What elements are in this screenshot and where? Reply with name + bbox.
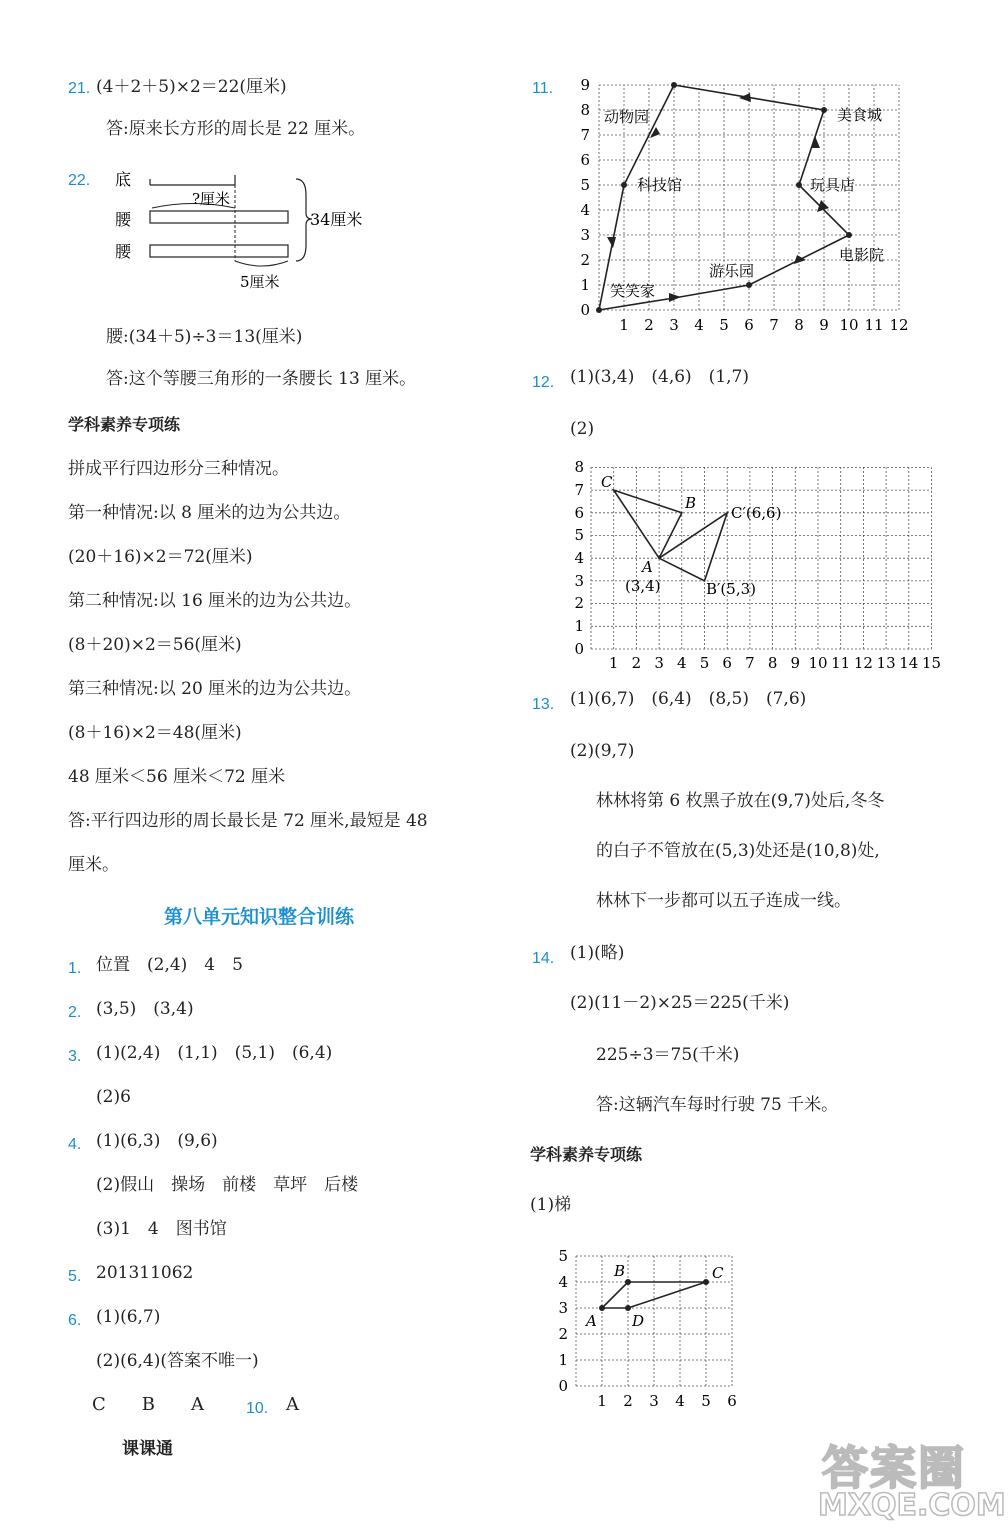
label-A: A: [586, 1312, 597, 1330]
item-text: 位置 (2,4) 4 5: [96, 955, 243, 975]
label-unknown: ?厘米: [192, 190, 231, 208]
y-tick: 4: [580, 201, 590, 219]
x-tick: 2: [644, 316, 654, 334]
item-text: (2)6: [96, 1087, 131, 1107]
label-C-prime: C′(6,6): [731, 504, 782, 522]
item-text: (3,5) (3,4): [96, 999, 194, 1019]
q14-line1: (1)(略): [570, 943, 625, 963]
y-tick: 1: [580, 276, 590, 294]
x-tick: 1: [619, 316, 629, 334]
x-tick: 11: [864, 316, 884, 334]
y-tick: 5: [574, 526, 584, 544]
y-tick: 7: [574, 481, 584, 499]
item-text: (1)(2,4) (1,1) (5,1) (6,4): [96, 1043, 333, 1063]
y-tick: 5: [558, 1247, 568, 1265]
x-tick: 6: [722, 654, 732, 672]
x-tick: 3: [649, 1392, 659, 1410]
item-number: 4.: [68, 1136, 82, 1153]
label-B-prime: B′(5,3): [706, 580, 756, 598]
x-tick: 0: [580, 301, 590, 319]
place-amusement-park: 游乐园: [709, 262, 755, 280]
q12-line2: (2): [570, 419, 595, 439]
label-C: C: [712, 1264, 724, 1282]
footer-brand: 课课通: [122, 1439, 173, 1459]
q10-number: 10.: [246, 1400, 269, 1417]
place-zoo: 动物园: [604, 108, 650, 126]
item-number: 5.: [68, 1268, 82, 1285]
place-toy-store: 玩具店: [810, 176, 856, 194]
q11-number: 11.: [532, 80, 554, 97]
section-title: 学科素养专项练: [68, 415, 181, 434]
line: 48 厘米＜56 厘米＜72 厘米: [68, 767, 286, 787]
q13-line3: 林林将第 6 枚黑子放在(9,7)处后,冬冬: [596, 791, 885, 811]
line: 厘米。: [68, 855, 119, 875]
x-tick: 5: [699, 654, 710, 672]
x-tick: 1: [597, 1392, 607, 1410]
x-tick: 2: [623, 1392, 633, 1410]
watermark: [814, 1432, 1006, 1532]
watermark-url: MXQE.COM: [818, 1488, 1006, 1523]
y-tick: 8: [574, 458, 584, 476]
item-text: (2)假山 操场 前楼 草坪 后楼: [96, 1175, 359, 1195]
x-tick: 14: [899, 654, 919, 672]
x-tick: 2: [631, 654, 642, 672]
label-D: D: [632, 1312, 645, 1330]
x-tick: 4: [694, 316, 704, 334]
q14-number: 14.: [532, 950, 555, 967]
item-number: 1.: [68, 960, 82, 977]
x-tick: 11: [831, 654, 851, 672]
y-tick: 2: [574, 594, 584, 612]
y-tick: 6: [574, 504, 584, 522]
x-tick: 7: [769, 316, 779, 334]
section-title: 学科素养专项练: [530, 1145, 643, 1164]
line: 答:平行四边形的周长最长是 72 厘米,最短是 48: [68, 811, 428, 831]
label-total: 34厘米: [310, 210, 363, 229]
y-tick: 1: [574, 617, 584, 635]
line: (20＋16)×2＝72(厘米): [68, 547, 253, 567]
label-C: C: [601, 473, 613, 491]
q21-line1: (4＋2＋5)×2＝22(厘米): [96, 77, 287, 97]
item-number: 6.: [68, 1312, 82, 1329]
q10-answer: A: [286, 1394, 299, 1415]
x-tick: 8: [794, 316, 804, 334]
x-tick: 6: [727, 1392, 737, 1410]
x-tick: 3: [669, 316, 679, 334]
label-di: 底: [115, 170, 132, 189]
q13-line1: (1)(6,7) (6,4) (8,5) (7,6): [570, 689, 807, 709]
q14-line3: 225÷3＝75(千米): [596, 1045, 740, 1065]
line: 拼成平行四边形分三种情况。: [68, 459, 289, 479]
y-tick: 2: [558, 1325, 568, 1343]
x-tick: 4: [675, 1392, 685, 1410]
y-tick: 3: [574, 572, 584, 590]
item-text: 201311062: [96, 1263, 194, 1283]
y-tick: 1: [558, 1351, 568, 1369]
x-tick: 4: [677, 654, 687, 672]
x-tick: 12: [853, 654, 873, 672]
x-tick: 9: [790, 654, 801, 672]
y-tick: 3: [580, 226, 590, 244]
label-A-coord: (3,4): [625, 577, 661, 595]
line: (8＋20)×2＝56(厘米): [68, 635, 242, 655]
y-tick: 4: [574, 549, 584, 567]
line: (8＋16)×2＝48(厘米): [68, 723, 242, 743]
y-tick: 3: [558, 1299, 568, 1317]
label-yao2: 腰: [115, 242, 132, 261]
item-number: 3.: [68, 1048, 82, 1065]
place-food-city: 美食城: [837, 106, 883, 124]
y-tick: 4: [558, 1273, 568, 1291]
line: 第二种情况:以 16 厘米的边为公共边。: [68, 591, 362, 611]
x-tick: 13: [876, 654, 896, 672]
y-tick: 2: [580, 251, 590, 269]
item-text: (2)(6,4)(答案不唯一): [96, 1351, 259, 1371]
q13-line2: (2)(9,7): [570, 741, 635, 761]
q22-line1: 腰:(34＋5)÷3＝13(厘米): [106, 327, 303, 347]
line: 第三种情况:以 20 厘米的边为公共边。: [68, 679, 362, 699]
x-tick: 10: [808, 654, 828, 672]
q12-line1: (1)(3,4) (4,6) (1,7): [570, 367, 749, 387]
q7-9-answers: C B A: [92, 1394, 204, 1415]
q12-number: 12.: [532, 374, 555, 391]
x-tick: 12: [889, 316, 909, 334]
item-number: 2.: [68, 1004, 82, 1021]
y-tick: 9: [580, 76, 590, 94]
q13-number: 13.: [532, 696, 555, 713]
x-tick: 3: [654, 654, 664, 672]
q22-diagram: [110, 165, 380, 295]
place-home: 笑笑家: [610, 282, 656, 300]
watermark-logo: 答案圈: [822, 1441, 966, 1495]
q14-answer: 答:这辆汽车每时行驶 75 千米。: [596, 1095, 839, 1115]
item-text: (3)1 4 图书馆: [96, 1219, 227, 1239]
q11-route-graph: [560, 70, 930, 340]
x-tick: 5: [701, 1392, 711, 1410]
y-tick: 7: [580, 126, 590, 144]
x-tick: 0: [558, 1377, 568, 1395]
x-tick: 5: [719, 316, 729, 334]
q13-line4: 的白子不管放在(5,3)处还是(10,8)处,: [596, 841, 880, 861]
y-tick: 6: [580, 151, 590, 169]
q21-number: 21.: [68, 80, 91, 97]
place-cinema: 电影院: [839, 246, 885, 264]
special2-line1: (1)梯: [530, 1195, 572, 1215]
q13-line5: 林林下一步都可以五子连成一线。: [596, 891, 851, 911]
unit-title: 第八单元知识整合训练: [164, 906, 355, 928]
label-B: B: [614, 1262, 626, 1280]
q12-triangle-graph: [560, 460, 960, 675]
x-tick: 8: [767, 654, 778, 672]
y-tick: 5: [580, 176, 590, 194]
x-tick: 1: [608, 654, 619, 672]
x-tick: 10: [839, 316, 859, 334]
x-tick: 6: [744, 316, 754, 334]
line: 第一种情况:以 8 厘米的边为公共边。: [68, 503, 351, 523]
label-five: 5厘米: [240, 273, 280, 291]
q14-line2: (2)(11－2)×25＝225(千米): [570, 993, 790, 1013]
trapezoid-graph: [550, 1240, 750, 1410]
label-yao1: 腰: [115, 210, 132, 229]
x-tick: 9: [819, 316, 829, 334]
place-science-museum: 科技馆: [637, 176, 683, 194]
item-text: (1)(6,7): [96, 1307, 161, 1327]
item-text: (1)(6,3) (9,6): [96, 1131, 218, 1151]
label-B: B: [685, 494, 697, 512]
x-tick: 15: [921, 654, 942, 672]
label-A: A: [642, 558, 653, 576]
y-tick: 8: [580, 101, 590, 119]
q21-answer: 答:原来长方形的周长是 22 厘米。: [106, 119, 366, 139]
q22-number: 22.: [68, 172, 91, 189]
x-tick: 7: [745, 654, 755, 672]
q22-answer: 答:这个等腰三角形的一条腰长 13 厘米。: [106, 369, 417, 389]
x-tick: 0: [574, 640, 584, 658]
